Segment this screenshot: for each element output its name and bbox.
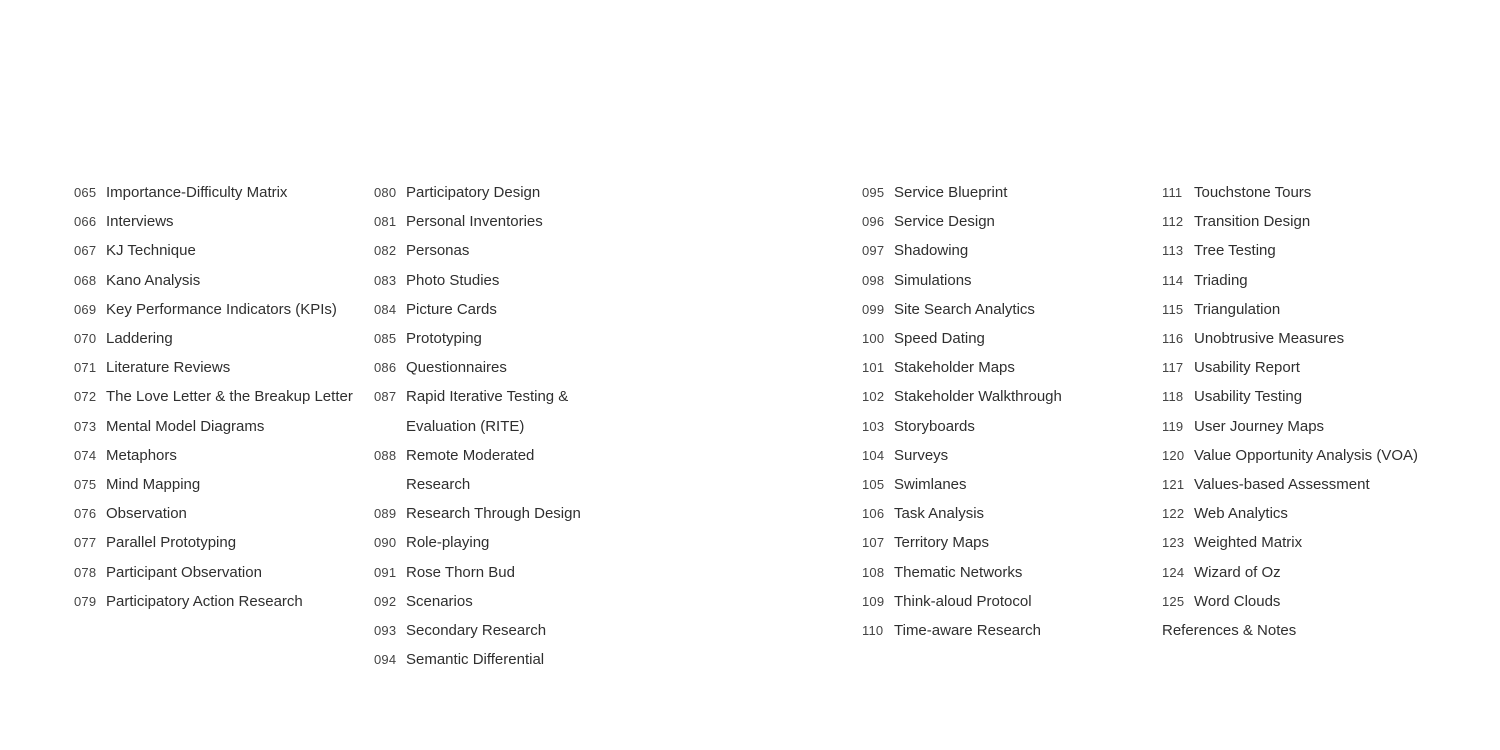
toc-entry-title: Speed Dating bbox=[894, 330, 985, 348]
toc-page-number: 095 bbox=[862, 185, 885, 200]
toc-entry-title: Photo Studies bbox=[406, 271, 500, 289]
toc-entry-title: Scenarios bbox=[406, 592, 473, 610]
toc-entry[interactable] bbox=[374, 266, 584, 295]
toc-entry-title: Parallel Prototyping bbox=[106, 534, 237, 552]
toc-entry-title: Mind Mapping bbox=[106, 476, 201, 494]
toc-page-number: 098 bbox=[862, 272, 885, 288]
toc-page-number: 067 bbox=[74, 243, 97, 259]
toc-entry-title: Surveys bbox=[894, 446, 949, 464]
toc-column-2 bbox=[374, 178, 584, 674]
toc-entry-title: Role-playing bbox=[406, 534, 490, 552]
toc-entry[interactable] bbox=[862, 324, 1152, 353]
toc-entry[interactable] bbox=[374, 295, 584, 324]
toc-entry[interactable] bbox=[862, 207, 1152, 236]
toc-column-4 bbox=[1162, 178, 1462, 645]
toc-page-number: 097 bbox=[862, 243, 885, 259]
toc-page-number: 113 bbox=[1162, 243, 1184, 259]
toc-page-number: 077 bbox=[74, 535, 97, 551]
toc-entry-title: Service Design bbox=[894, 213, 995, 231]
toc-entry-title: Transition Design bbox=[1194, 213, 1311, 231]
toc-entry[interactable] bbox=[74, 382, 364, 411]
toc-entry-title: Word Clouds bbox=[1194, 592, 1281, 610]
toc-entry[interactable] bbox=[1162, 441, 1462, 470]
toc-entry[interactable] bbox=[374, 207, 584, 236]
toc-entry[interactable] bbox=[374, 587, 584, 616]
toc-entry-title: Research Through Design bbox=[406, 505, 581, 523]
toc-entry-title: Unobtrusive Measures bbox=[1194, 330, 1345, 348]
toc-entry-title: References & Notes bbox=[1162, 622, 1297, 640]
toc-entry[interactable] bbox=[862, 528, 1152, 557]
toc-page-number: 074 bbox=[74, 447, 97, 463]
toc-entry-title: Thematic Networks bbox=[894, 563, 1023, 581]
toc-entry[interactable] bbox=[1162, 587, 1462, 616]
toc-entry-title: Task Analysis bbox=[894, 505, 985, 523]
toc-page-number: 111 bbox=[1162, 185, 1183, 200]
toc-page-number: 105 bbox=[862, 477, 885, 493]
toc-page-number: 082 bbox=[374, 243, 397, 259]
toc-entry[interactable] bbox=[74, 558, 364, 587]
toc-entry[interactable] bbox=[374, 324, 584, 353]
toc-entry[interactable] bbox=[1162, 353, 1462, 382]
toc-entry-title: Mental Model Diagrams bbox=[106, 417, 265, 435]
toc-entry-title: Stakeholder Walkthrough bbox=[894, 388, 1062, 406]
toc-entry[interactable] bbox=[74, 470, 364, 499]
toc-entry-title: Personas bbox=[406, 242, 470, 260]
toc-page-number: 073 bbox=[74, 418, 97, 434]
toc-entry-title: Interviews bbox=[106, 213, 174, 231]
toc-page-number: 114 bbox=[1162, 272, 1184, 288]
toc-entry[interactable] bbox=[374, 499, 584, 528]
toc-entry-title: Prototyping bbox=[406, 330, 482, 348]
toc-entry-title: Values-based Assessment bbox=[1194, 476, 1370, 494]
toc-entry[interactable] bbox=[862, 441, 1152, 470]
toc-entry-title: Touchstone Tours bbox=[1194, 184, 1312, 201]
toc-entry-title: Swimlanes bbox=[894, 476, 967, 494]
toc-entry[interactable] bbox=[1162, 324, 1462, 353]
toc-page-number: 084 bbox=[374, 301, 397, 317]
toc-page-number: 099 bbox=[862, 301, 885, 317]
toc-page-number: 088 bbox=[374, 447, 397, 463]
toc-entry[interactable] bbox=[1162, 499, 1462, 528]
toc-page-number: 094 bbox=[374, 652, 397, 668]
toc-entry-title: Rapid Iterative Testing & Evaluation (RITE) bbox=[406, 388, 569, 435]
toc-entry-title: Usability Report bbox=[1194, 359, 1300, 377]
toc-page-number: 071 bbox=[74, 360, 97, 376]
toc-entry-title: Shadowing bbox=[894, 242, 969, 260]
toc-page-number: 075 bbox=[74, 477, 97, 493]
toc-entry[interactable] bbox=[374, 353, 584, 382]
toc-page-number: 072 bbox=[74, 389, 97, 405]
toc-page-number: 110 bbox=[862, 623, 884, 639]
toc-entry[interactable] bbox=[862, 295, 1152, 324]
toc-page-number: 080 bbox=[374, 185, 397, 200]
toc-entry[interactable] bbox=[862, 178, 1152, 207]
toc-entry-title: Metaphors bbox=[106, 446, 177, 464]
toc-page-number: 100 bbox=[862, 331, 885, 347]
toc-entry[interactable] bbox=[74, 178, 364, 207]
toc-entry-title: Key Performance Indicators (KPIs) bbox=[106, 300, 337, 318]
toc-entry[interactable] bbox=[862, 587, 1152, 616]
toc-entry[interactable] bbox=[374, 645, 584, 674]
toc-page-number: 101 bbox=[862, 360, 885, 376]
toc-page-number: 115 bbox=[1162, 301, 1184, 317]
toc-entry[interactable] bbox=[374, 616, 584, 645]
toc-entry[interactable] bbox=[1162, 178, 1462, 207]
toc-page-number: 109 bbox=[862, 593, 885, 609]
toc-page-number: 068 bbox=[74, 272, 97, 288]
toc-column-1 bbox=[74, 178, 364, 616]
toc-page-number: 079 bbox=[74, 593, 97, 609]
toc-entry-title: Storyboards bbox=[894, 417, 975, 435]
toc-entry[interactable] bbox=[374, 382, 584, 440]
toc-entry[interactable] bbox=[74, 528, 364, 557]
toc-entry[interactable] bbox=[1162, 236, 1462, 265]
toc-page-number: 119 bbox=[1162, 418, 1184, 434]
toc-entry[interactable] bbox=[862, 266, 1152, 295]
toc-entry-title: Questionnaires bbox=[406, 359, 507, 377]
toc-entry[interactable] bbox=[1162, 382, 1462, 411]
toc-entry-title: Stakeholder Maps bbox=[894, 359, 1015, 377]
toc-entry[interactable] bbox=[862, 236, 1152, 265]
toc-page-number: 125 bbox=[1162, 593, 1185, 609]
toc-page-number: 069 bbox=[74, 301, 97, 317]
toc-page-number: 083 bbox=[374, 272, 397, 288]
toc-entry[interactable] bbox=[374, 528, 584, 557]
toc-entry[interactable] bbox=[862, 470, 1152, 499]
toc-page-number: 121 bbox=[1162, 477, 1185, 493]
toc-entry[interactable] bbox=[1162, 295, 1462, 324]
toc-entry-title: Kano Analysis bbox=[106, 271, 201, 289]
toc-entry[interactable] bbox=[1162, 412, 1462, 441]
toc-entry[interactable] bbox=[74, 236, 364, 265]
toc-page-number: 085 bbox=[374, 331, 397, 347]
toc-page-number: 103 bbox=[862, 418, 885, 434]
toc-entry-title: Tree Testing bbox=[1194, 242, 1276, 260]
toc-entry[interactable] bbox=[1162, 558, 1462, 587]
toc-entry-title: Participatory Action Research bbox=[106, 592, 303, 610]
toc-entry-title: Site Search Analytics bbox=[894, 300, 1035, 318]
toc-entry-title: Participatory Design bbox=[406, 184, 541, 201]
toc-entry-title: Territory Maps bbox=[894, 534, 990, 552]
toc-page-number: 107 bbox=[862, 535, 885, 551]
toc-entry-title: Service Blueprint bbox=[894, 184, 1008, 201]
toc-page-number: 102 bbox=[862, 389, 885, 405]
toc-entry[interactable] bbox=[374, 236, 584, 265]
toc-entry-title: Semantic Differential bbox=[406, 651, 545, 669]
toc-page-number: 120 bbox=[1162, 447, 1185, 463]
toc-entry[interactable] bbox=[862, 558, 1152, 587]
toc-entry-title: User Journey Maps bbox=[1194, 417, 1325, 435]
toc-page-number: 078 bbox=[74, 564, 97, 580]
toc-entry-title: Importance-Difficulty Matrix bbox=[106, 184, 288, 201]
toc-entry-title: Weighted Matrix bbox=[1194, 534, 1303, 552]
toc-entry[interactable] bbox=[74, 324, 364, 353]
toc-page-number: 118 bbox=[1162, 389, 1184, 405]
toc-page-number: 117 bbox=[1162, 360, 1184, 376]
toc-entry[interactable] bbox=[374, 441, 584, 499]
toc-page-number: 096 bbox=[862, 214, 885, 230]
toc-entry-title: Observation bbox=[106, 505, 187, 523]
toc-entry-title: Triangulation bbox=[1194, 300, 1281, 318]
toc-page-number: 116 bbox=[1162, 331, 1184, 347]
toc-page-number: 086 bbox=[374, 360, 397, 376]
toc-entry[interactable] bbox=[1162, 207, 1462, 236]
toc-entry[interactable] bbox=[74, 353, 364, 382]
toc-entry-title: Value Opportunity Analysis (VOA) bbox=[1194, 446, 1418, 464]
toc-page-number: 089 bbox=[374, 506, 397, 522]
toc-page-number: 087 bbox=[374, 389, 397, 405]
toc-page-number: 092 bbox=[374, 593, 397, 609]
toc-entry[interactable] bbox=[374, 178, 584, 207]
toc-column-3 bbox=[862, 178, 1152, 645]
toc-entry-title: Triading bbox=[1194, 271, 1248, 289]
toc-entry[interactable] bbox=[862, 353, 1152, 382]
toc-entry-title: Laddering bbox=[106, 330, 173, 348]
toc-entry-title: Picture Cards bbox=[406, 300, 497, 318]
toc-page-number: 112 bbox=[1162, 214, 1184, 230]
toc-entry[interactable] bbox=[374, 558, 584, 587]
toc-entry-title: Remote Moderated Research bbox=[406, 446, 535, 494]
toc-entry[interactable] bbox=[1162, 616, 1462, 645]
toc-page-number: 104 bbox=[862, 447, 885, 463]
toc-page-number: 070 bbox=[74, 331, 97, 347]
toc-entry[interactable] bbox=[1162, 266, 1462, 295]
toc-entry[interactable] bbox=[74, 266, 364, 295]
toc-page-number: 090 bbox=[374, 535, 397, 551]
toc-entry[interactable] bbox=[74, 587, 364, 616]
toc-entry[interactable] bbox=[862, 412, 1152, 441]
toc-entry-title: Think-aloud Protocol bbox=[894, 592, 1032, 610]
toc-entry-title: Personal Inventories bbox=[406, 213, 543, 231]
toc-entry-title: Usability Testing bbox=[1194, 388, 1303, 406]
toc-entry-title: Participant Observation bbox=[106, 563, 262, 581]
toc-entry[interactable] bbox=[862, 382, 1152, 411]
toc-page-number: 124 bbox=[1162, 564, 1185, 580]
toc-entry-title: Wizard of Oz bbox=[1194, 563, 1281, 581]
toc-page-number: 076 bbox=[74, 506, 97, 522]
toc-entry-title: Web Analytics bbox=[1194, 505, 1288, 523]
toc-entry[interactable] bbox=[74, 441, 364, 470]
toc-page-number: 108 bbox=[862, 564, 885, 580]
toc-page-number: 122 bbox=[1162, 506, 1185, 522]
toc-page-number: 123 bbox=[1162, 535, 1185, 551]
toc-page-number: 091 bbox=[374, 564, 397, 580]
toc-entry-title: Simulations bbox=[894, 271, 972, 289]
toc-entry[interactable] bbox=[1162, 470, 1462, 499]
toc-entry-title: Time-aware Research bbox=[894, 622, 1041, 640]
toc-entry-title: KJ Technique bbox=[106, 242, 196, 260]
toc-entry-title: Literature Reviews bbox=[106, 359, 231, 377]
toc-entry[interactable] bbox=[1162, 528, 1462, 557]
toc-entry[interactable] bbox=[74, 207, 364, 236]
toc-page-number: 106 bbox=[862, 506, 885, 522]
toc-entry[interactable] bbox=[862, 616, 1152, 645]
toc-page-number: 066 bbox=[74, 214, 97, 230]
toc-entry[interactable] bbox=[74, 295, 364, 324]
toc-entry[interactable] bbox=[862, 499, 1152, 528]
toc-entry-title: Rose Thorn Bud bbox=[406, 563, 515, 581]
toc-page-number: 093 bbox=[374, 623, 397, 639]
toc-entry[interactable] bbox=[74, 499, 364, 528]
toc-entry-title: Secondary Research bbox=[406, 622, 547, 640]
toc-page-number: 065 bbox=[74, 185, 97, 200]
toc-page-number: 081 bbox=[374, 214, 397, 230]
toc-entry-title: The Love Letter & the Breakup Letter bbox=[106, 388, 353, 406]
toc-entry[interactable] bbox=[74, 412, 364, 441]
